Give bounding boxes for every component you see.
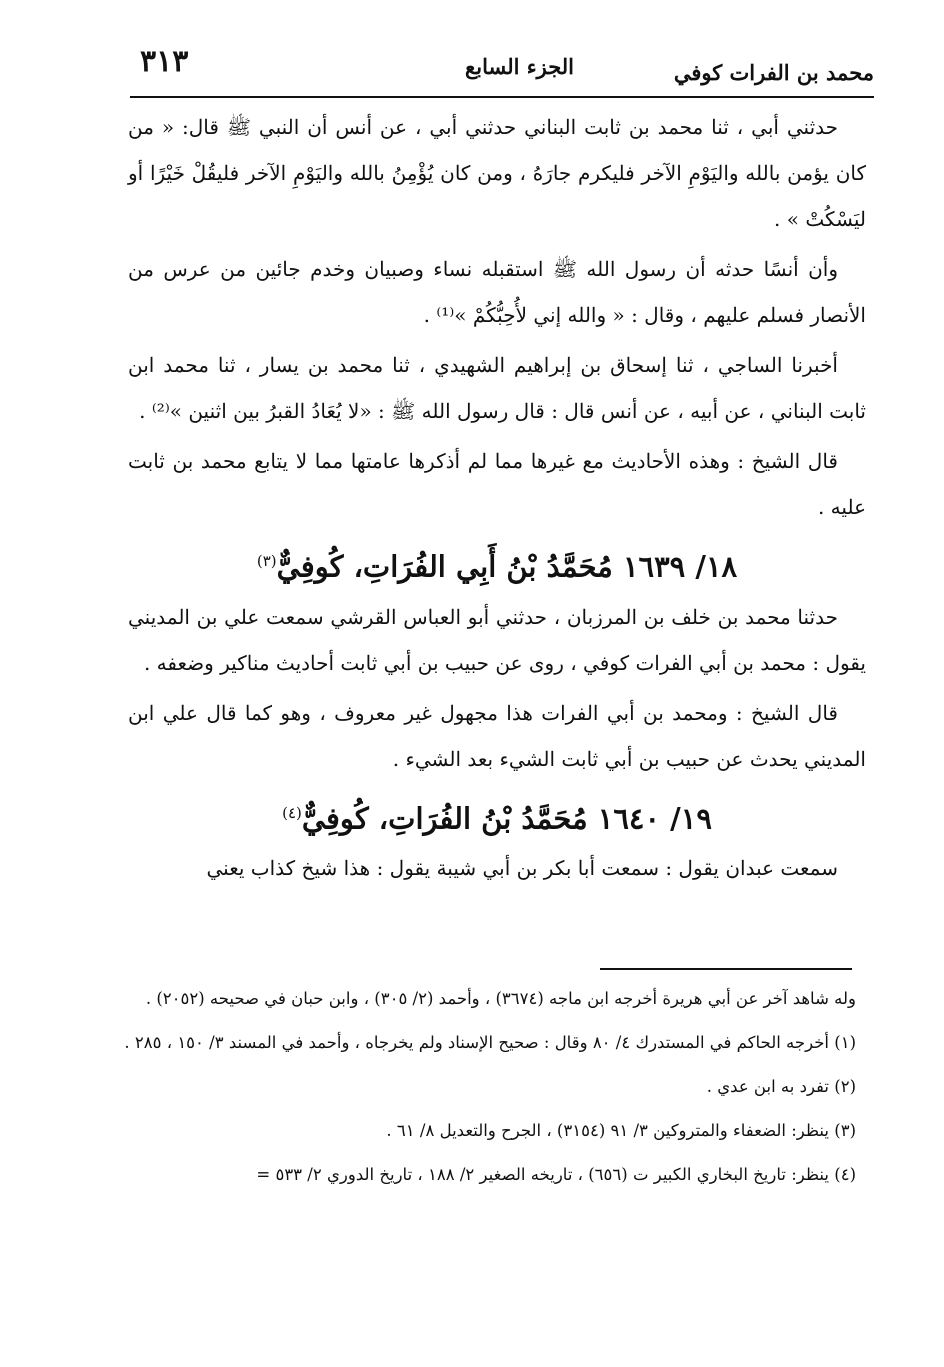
paragraph: سمعت عبدان يقول : سمعت أبا بكر بن أبي شيبة يقول : هذا شيخ كذاب يعني bbox=[206, 856, 838, 881]
paragraph: قال الشيخ : ومحمد بن أبي الفرات هذا مجهول غير معروف ، وهو كما قال علي ابن المديني يحدث عن حبيب بن أبي ثابت الشيء بعد الشيء . bbox=[128, 700, 866, 771]
footnote: (٢) تفرد به ابن عدي . bbox=[706, 1077, 856, 1096]
footnotes bbox=[118, 980, 856, 1200]
page-header bbox=[130, 40, 874, 98]
paragraph: حدثني أبي ، ثنا محمد بن ثابت البناني حدثني أبي ، عن أنس أن النبي ﷺ قال: « من كان يؤمن بالله واليَوْمِ الآخر فليكرم جارَهُ ، ومن كان يُؤْمِنُ بالله واليَوْمِ الآخر فليقُلْ خَيْرًا أو ليَسْكُتْ » . bbox=[128, 115, 866, 231]
entry-heading bbox=[128, 786, 866, 846]
footnote: وله شاهد آخر عن أبي هريرة أخرجه ابن ماجه (٣٦٧٤) ، وأحمد (٢/ ٣٠٥) ، وابن حبان في صحيحه (٢٠٥٢) . bbox=[145, 989, 856, 1008]
paragraph: حدثنا محمد بن خلف بن المرزبان ، حدثني أبو العباس القرشي سمعت علي بن المديني يقول : محمد بن أبي الفرات كوفي ، روى عن حبيب بن أبي ثابت أحاديث مناكير وضعفه . bbox=[128, 604, 866, 675]
footnote-separator bbox=[600, 968, 852, 970]
footnote: (٤) ينظر: تاريخ البخاري الكبير ت (٦٥٦) ، تاريخه الصغير ٢/ ١٨٨ ، تاريخ الدوري ٢/ ٥٣٣ = bbox=[256, 1165, 856, 1184]
footnote-ref: (٣) bbox=[256, 552, 277, 570]
paragraph: أخبرنا الساجي ، ثنا إسحاق بن إبراهيم الشهيدي ، ثنا محمد بن يسار ، ثنا محمد ابن ثابت البناني ، عن أبيه ، عن أنس قال : قال رسول الله ﷺ : «لا يُعَادُ القبرُ بين اثنين »⁽²⁾ . bbox=[128, 353, 866, 423]
main-text bbox=[128, 104, 866, 895]
footnote: (٣) ينظر: الضعفاء والمتروكين ٣/ ٩١ (٣١٥٤) ، الجرح والتعديل ٨/ ٦١ . bbox=[386, 1121, 856, 1140]
page-number: ٣١٣ bbox=[140, 44, 189, 79]
running-title-author: محمد بن الفرات كوفي bbox=[673, 60, 874, 85]
entry-heading bbox=[128, 534, 866, 594]
footnote-ref: (٤) bbox=[282, 803, 302, 822]
paragraph: وأن أنسًا حدثه أن رسول الله ﷺ استقبله نساء وصبيان وخدم جائين من عرس من الأنصار فسلم عليهم ، وقال : « والله إني لأُحِبُّكُمْ »⁽¹⁾ . bbox=[128, 257, 866, 327]
entry-heading-text: ١٩/ ١٦٤٠ مُحَمَّدُ بْنُ الفُرَاتِ، كُوفِيٌّ bbox=[301, 801, 712, 836]
footnote: (١) أخرجه الحاكم في المستدرك ٤/ ٨٠ وقال : صحيح الإسناد ولم يخرجاه ، وأحمد في المسند ٣/ ١٥٠ ، ٢٨٥ . bbox=[124, 1033, 856, 1052]
running-title-part: الجزء السابع bbox=[465, 54, 574, 79]
paragraph: قال الشيخ : وهذه الأحاديث مع غيرها مما لم أذكرها عامتها مما لا يتابع محمد بن ثابت عليه . bbox=[128, 449, 866, 519]
entry-heading-text: ١٨/ ١٦٣٩ مُحَمَّدُ بْنُ أَبِي الفُرَاتِ، كُوفِيٌّ bbox=[276, 549, 738, 584]
